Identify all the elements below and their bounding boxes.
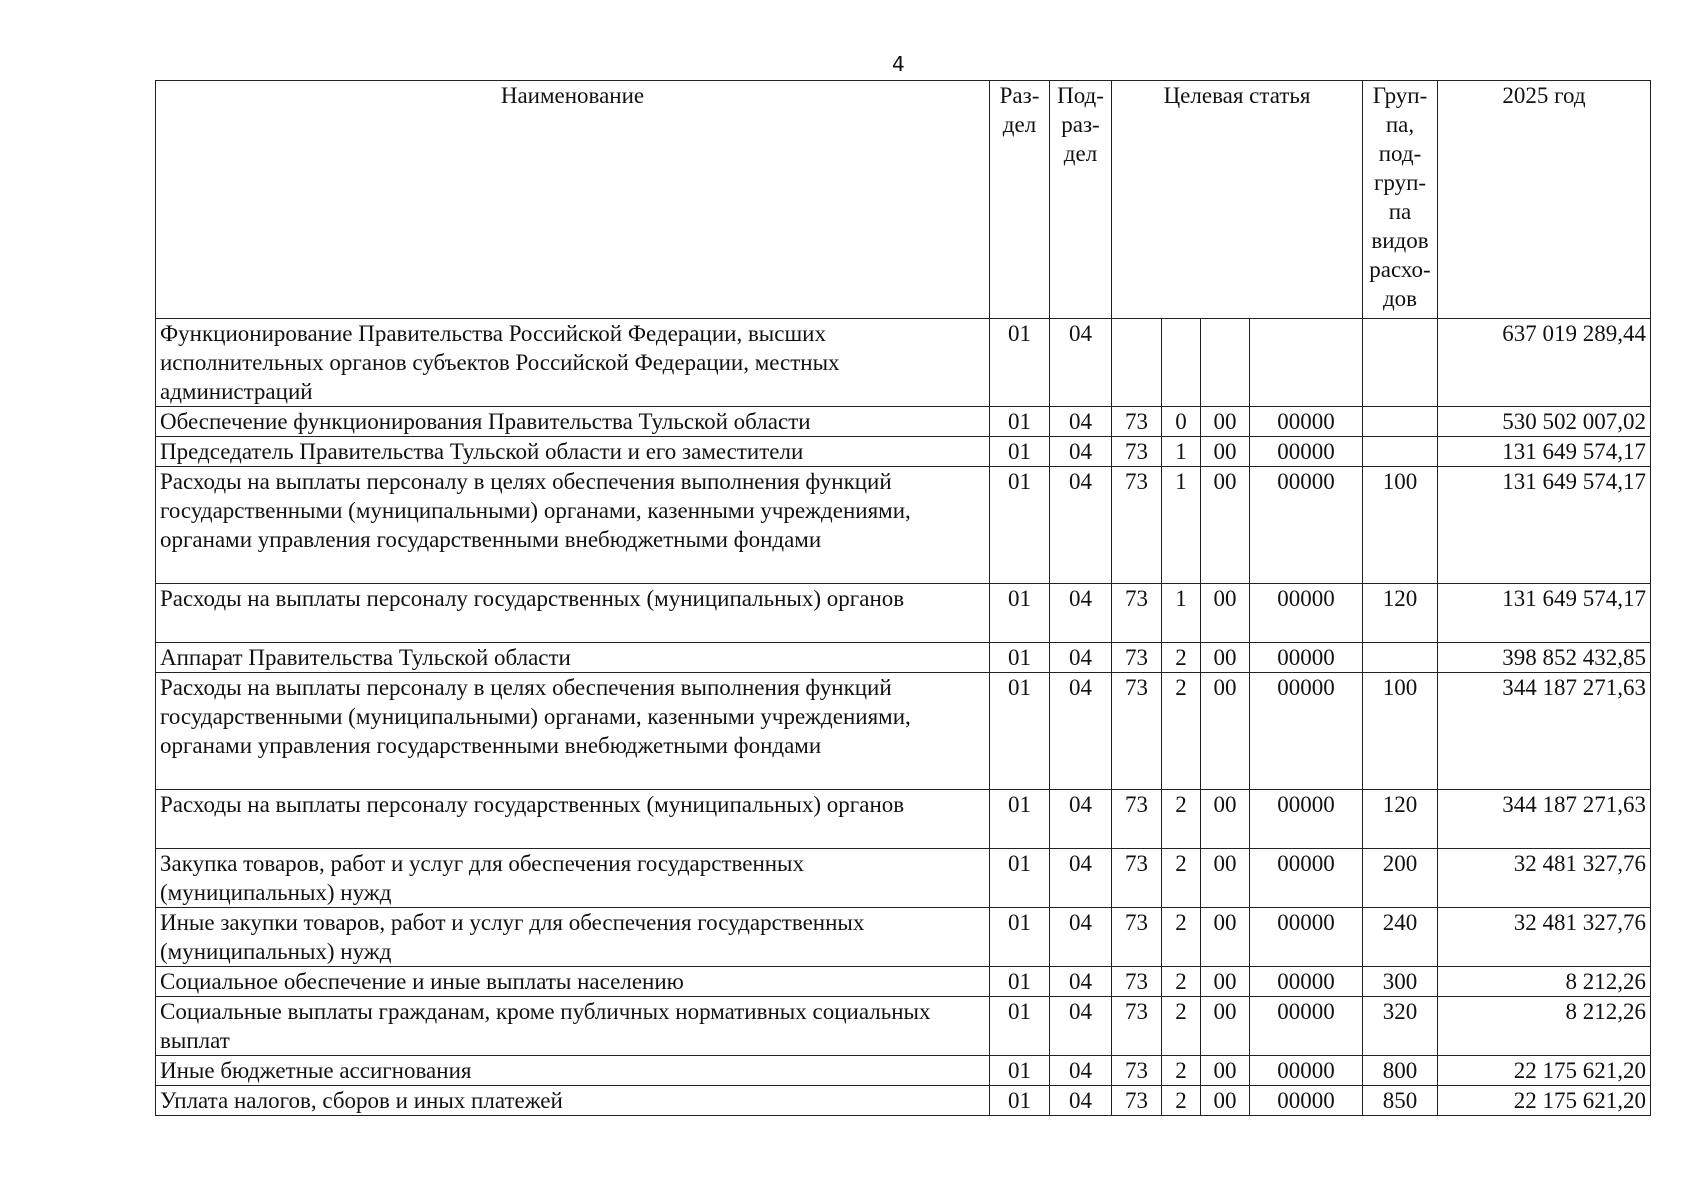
cell-name-line: выплат [160,1028,230,1053]
cell-target-subprogram: 2 [1162,849,1201,908]
header-podrazdel-line: дел [1063,141,1098,166]
cell-target-direction: 00000 [1250,643,1363,673]
cell-target-main: 00 [1201,673,1250,790]
table-row [156,1056,1651,1086]
cell-podrazdel: 04 [1050,437,1112,467]
cell-target-program: 73 [1112,790,1162,849]
cell-expense-group: 320 [1363,997,1438,1056]
cell-name [156,437,990,467]
cell-target-direction: 00000 [1250,437,1363,467]
header-razdel-line: Раз- [999,83,1040,108]
cell-podrazdel: 04 [1050,584,1112,643]
cell-podrazdel: 04 [1050,673,1112,790]
cell-razdel: 01 [990,1086,1050,1116]
cell-name [156,673,990,790]
cell-target-direction: 00000 [1250,1056,1363,1086]
cell-razdel: 01 [990,997,1050,1056]
cell-name-line: Функционирование Правительства Российской Федерации, высших [160,321,826,346]
cell-name-line: Уплата налогов, сборов и иных платежей [160,1088,563,1113]
cell-name [156,908,990,967]
cell-expense-group: 850 [1363,1086,1438,1116]
cell-expense-group: 120 [1363,584,1438,643]
header-group-line: па [1388,199,1412,224]
cell-target-program: 73 [1112,643,1162,673]
cell-razdel: 01 [990,407,1050,437]
header-razdel [990,81,1050,319]
cell-name-line [160,819,985,848]
cell-name-line: Иные закупки товаров, работ и услуг для обеспечения государственных [160,910,865,935]
cell-name-line: Расходы на выплаты персоналу в целях обеспечения выполнения функций [160,675,892,700]
budget-table [155,80,1651,1116]
cell-amount: 131 649 574,17 [1438,467,1651,584]
cell-expense-group: 100 [1363,673,1438,790]
cell-target-main: 00 [1201,967,1250,997]
cell-name-line: органами управления государственными внебюджетными фондами [160,733,822,758]
cell-podrazdel: 04 [1050,643,1112,673]
table-row [156,997,1651,1056]
cell-podrazdel: 04 [1050,908,1112,967]
cell-razdel: 01 [990,584,1050,643]
cell-target-direction: 00000 [1250,1086,1363,1116]
cell-podrazdel: 04 [1050,849,1112,908]
cell-expense-group: 300 [1363,967,1438,997]
cell-name-line: Расходы на выплаты персоналу государственных (муниципальных) органов [160,586,905,611]
header-group-line: видов [1371,228,1429,253]
cell-name-line: исполнительных органов субъектов Российской Федерации, местных [160,350,840,375]
cell-target-direction: 00000 [1250,584,1363,643]
cell-amount: 22 175 621,20 [1438,1086,1651,1116]
cell-target-main: 00 [1201,407,1250,437]
cell-name-line: Закупка товаров, работ и услуг для обеспечения государственных [160,851,805,876]
cell-target-program: 73 [1112,967,1162,997]
cell-podrazdel: 04 [1050,467,1112,584]
cell-amount: 8 212,26 [1438,997,1651,1056]
cell-expense-group: 200 [1363,849,1438,908]
cell-target-direction [1250,319,1363,407]
cell-name-line: Расходы на выплаты персоналу в целях обеспечения выполнения функций [160,469,892,494]
cell-amount: 637 019 289,44 [1438,319,1651,407]
cell-name-line: государственными (муниципальными) органами, казенными учреждениями, [160,498,911,523]
cell-name-line: Аппарат Правительства Тульской области [160,645,571,670]
cell-name-line: (муниципальных) нужд [160,939,392,964]
cell-expense-group: 100 [1363,467,1438,584]
cell-target-program: 73 [1112,673,1162,790]
cell-amount: 131 649 574,17 [1438,437,1651,467]
cell-name-line: государственными (муниципальными) органами, казенными учреждениями, [160,704,911,729]
cell-target-program: 73 [1112,467,1162,584]
cell-name-line: (муниципальных) нужд [160,880,392,905]
cell-target-main: 00 [1201,1056,1250,1086]
header-podrazdel-line: раз- [1061,112,1100,137]
cell-amount: 398 852 432,85 [1438,643,1651,673]
header-group-line: дов [1382,286,1418,311]
cell-target-direction: 00000 [1250,908,1363,967]
cell-expense-group [1363,643,1438,673]
page-number: 4 [892,52,905,76]
cell-expense-group: 800 [1363,1056,1438,1086]
cell-target-program: 73 [1112,584,1162,643]
header-podrazdel [1050,81,1112,319]
cell-razdel: 01 [990,319,1050,407]
table-row [156,967,1651,997]
cell-razdel: 01 [990,849,1050,908]
cell-amount: 344 187 271,63 [1438,790,1651,849]
header-year: 2025 год [1438,81,1651,319]
cell-razdel: 01 [990,673,1050,790]
table-row [156,849,1651,908]
cell-target-direction: 00000 [1250,673,1363,790]
cell-target-main [1201,319,1250,407]
cell-target-main: 00 [1201,467,1250,584]
header-group-line: Груп- [1372,83,1428,108]
cell-target-subprogram: 2 [1162,967,1201,997]
header-group-line: груп- [1373,170,1427,195]
cell-name [156,1056,990,1086]
cell-podrazdel: 04 [1050,967,1112,997]
cell-target-program: 73 [1112,1056,1162,1086]
header-group [1363,81,1438,319]
cell-name [156,1086,990,1116]
cell-target-subprogram: 1 [1162,584,1201,643]
header-razdel-line: дел [1002,112,1037,137]
cell-target-program: 73 [1112,437,1162,467]
cell-podrazdel: 04 [1050,997,1112,1056]
cell-target-subprogram: 1 [1162,437,1201,467]
table-row [156,584,1651,643]
header-group-line: расхо- [1369,257,1431,282]
cell-name [156,967,990,997]
cell-target-main: 00 [1201,437,1250,467]
cell-podrazdel: 04 [1050,1056,1112,1086]
table-row [156,1086,1651,1116]
cell-amount: 344 187 271,63 [1438,673,1651,790]
cell-amount: 131 649 574,17 [1438,584,1651,643]
cell-name-line [160,613,985,642]
cell-name-line [160,760,985,789]
table-row [156,643,1651,673]
cell-razdel: 01 [990,908,1050,967]
cell-target-direction: 00000 [1250,967,1363,997]
cell-name [156,643,990,673]
cell-amount: 8 212,26 [1438,967,1651,997]
cell-target-direction: 00000 [1250,849,1363,908]
cell-amount: 530 502 007,02 [1438,407,1651,437]
cell-name-line [160,554,985,583]
cell-target-program: 73 [1112,407,1162,437]
cell-amount: 32 481 327,76 [1438,908,1651,967]
cell-target-subprogram: 2 [1162,1056,1201,1086]
cell-target-main: 00 [1201,997,1250,1056]
cell-name [156,997,990,1056]
cell-expense-group [1363,437,1438,467]
table-row [156,407,1651,437]
cell-name-line: органами управления государственными внебюджетными фондами [160,527,822,552]
table-row [156,790,1651,849]
cell-podrazdel: 04 [1050,319,1112,407]
cell-target-subprogram: 2 [1162,673,1201,790]
cell-target-subprogram: 2 [1162,997,1201,1056]
cell-razdel: 01 [990,1056,1050,1086]
header-group-line: под- [1378,141,1422,166]
cell-target-main: 00 [1201,643,1250,673]
cell-target-direction: 00000 [1250,790,1363,849]
table-row [156,437,1651,467]
cell-target-program: 73 [1112,1086,1162,1116]
cell-target-main: 00 [1201,790,1250,849]
cell-name-line: администраций [160,379,313,404]
cell-expense-group [1363,407,1438,437]
header-target: Целевая статья [1112,81,1363,319]
table-body [156,319,1651,1116]
cell-name-line: Председатель Правительства Тульской области и его заместители [160,439,804,464]
cell-target-subprogram: 2 [1162,643,1201,673]
table-row [156,673,1651,790]
cell-target-main: 00 [1201,1086,1250,1116]
cell-podrazdel: 04 [1050,790,1112,849]
table-header [156,81,1651,319]
header-name: Наименование [156,81,990,319]
cell-amount: 32 481 327,76 [1438,849,1651,908]
cell-name [156,849,990,908]
cell-target-subprogram: 1 [1162,467,1201,584]
table-row [156,467,1651,584]
cell-target-subprogram: 2 [1162,1086,1201,1116]
cell-podrazdel: 04 [1050,407,1112,437]
cell-expense-group: 240 [1363,908,1438,967]
cell-razdel: 01 [990,967,1050,997]
cell-name [156,467,990,584]
cell-razdel: 01 [990,643,1050,673]
cell-target-direction: 00000 [1250,407,1363,437]
table-row [156,319,1651,407]
table-row [156,908,1651,967]
cell-name-line: Обеспечение функционирования Правительства Тульской области [160,409,811,434]
cell-amount: 22 175 621,20 [1438,1056,1651,1086]
cell-name [156,407,990,437]
cell-name-line: Социальное обеспечение и иные выплаты населению [160,969,684,994]
cell-target-program [1112,319,1162,407]
cell-name-line: Социальные выплаты гражданам, кроме публичных нормативных социальных [160,999,931,1024]
cell-target-direction: 00000 [1250,997,1363,1056]
cell-expense-group [1363,319,1438,407]
cell-target-direction: 00000 [1250,467,1363,584]
cell-target-subprogram [1162,319,1201,407]
cell-target-program: 73 [1112,997,1162,1056]
cell-name-line: Иные бюджетные ассигнования [160,1058,472,1083]
cell-target-main: 00 [1201,849,1250,908]
cell-target-program: 73 [1112,849,1162,908]
cell-razdel: 01 [990,467,1050,584]
cell-name [156,790,990,849]
cell-expense-group: 120 [1363,790,1438,849]
header-podrazdel-line: Под- [1057,83,1104,108]
cell-name [156,584,990,643]
cell-target-main: 00 [1201,908,1250,967]
cell-target-main: 00 [1201,584,1250,643]
cell-target-subprogram: 0 [1162,407,1201,437]
cell-name-line: Расходы на выплаты персоналу государственных (муниципальных) органов [160,792,905,817]
cell-target-subprogram: 2 [1162,908,1201,967]
cell-target-subprogram: 2 [1162,790,1201,849]
cell-name [156,319,990,407]
cell-target-program: 73 [1112,908,1162,967]
cell-razdel: 01 [990,790,1050,849]
header-group-line: па, [1385,112,1415,137]
cell-razdel: 01 [990,437,1050,467]
cell-podrazdel: 04 [1050,1086,1112,1116]
